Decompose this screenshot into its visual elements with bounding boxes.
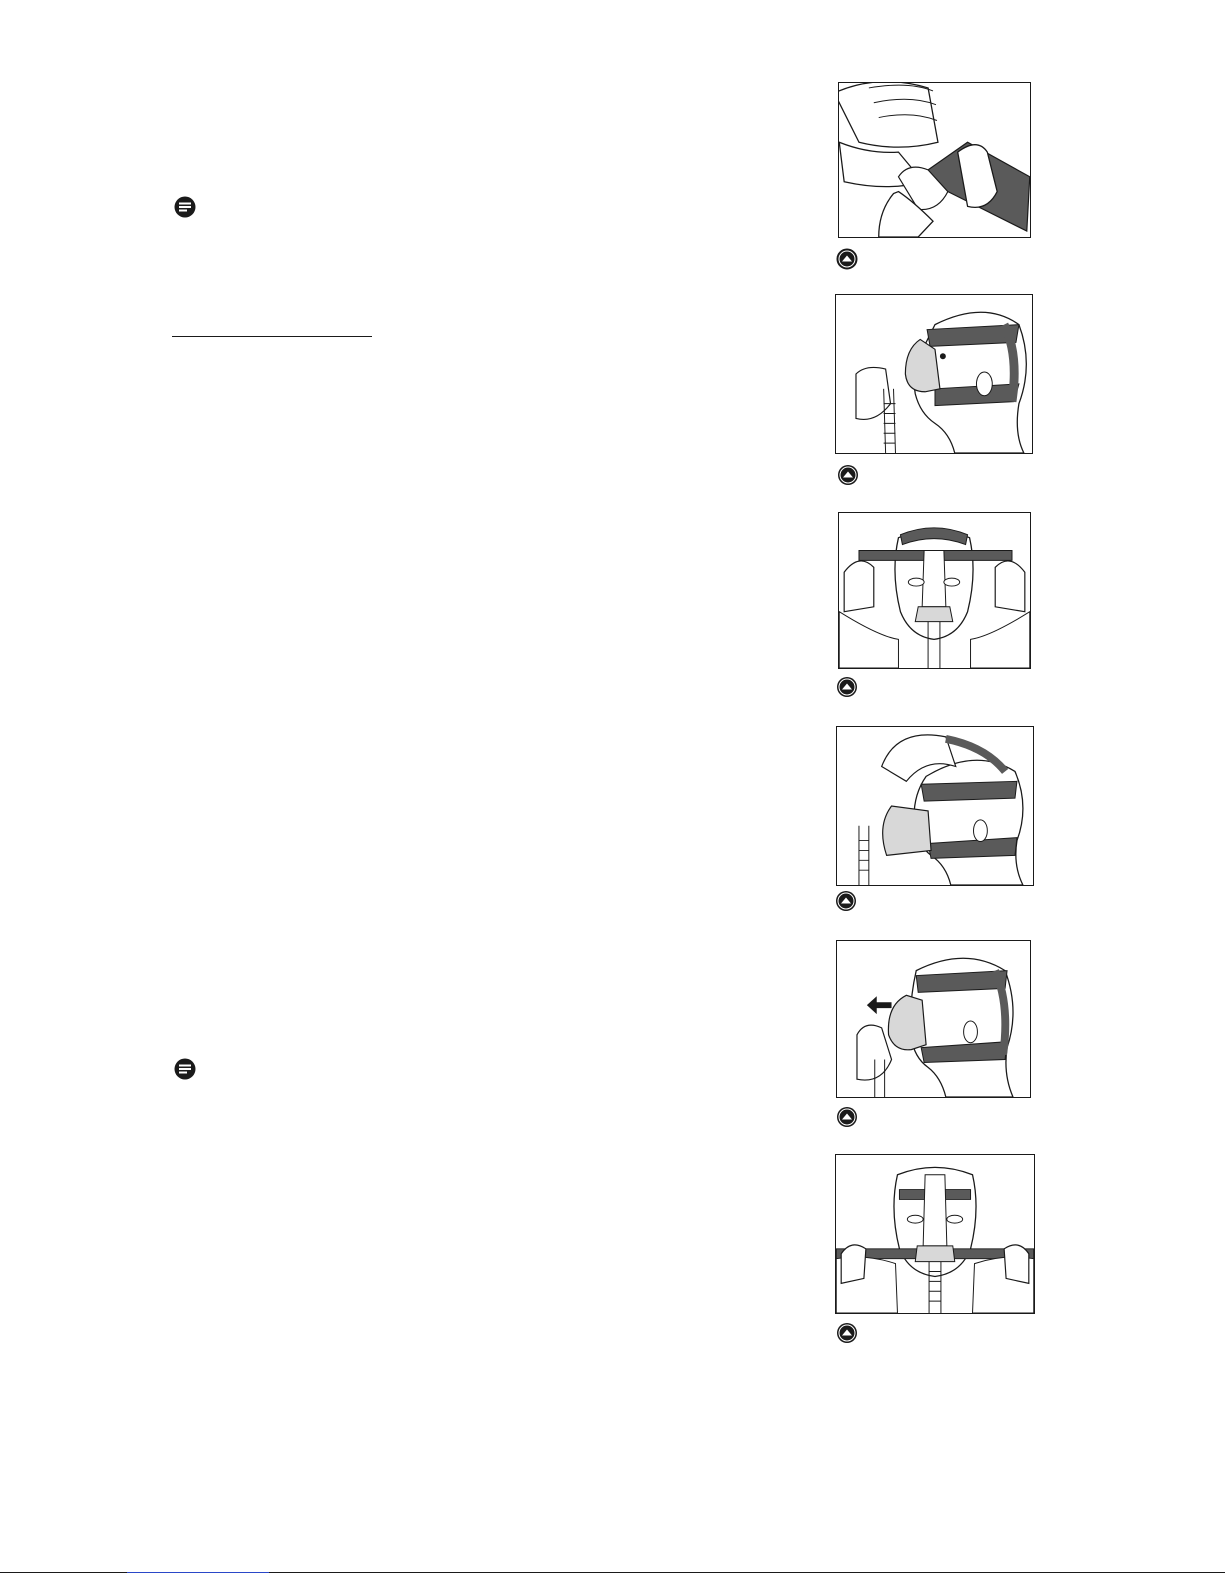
figure-strap-clip (838, 82, 1031, 238)
up-arrow-icon (836, 1322, 858, 1344)
note-icon (174, 196, 196, 218)
up-arrow-icon (836, 676, 858, 698)
figure-front-view-upper-straps (838, 512, 1031, 669)
up-arrow-icon (837, 464, 859, 486)
figure-side-view-hold-mask (835, 294, 1033, 454)
up-arrow-icon (836, 248, 858, 270)
section-divider (172, 336, 372, 337)
up-arrow-icon (835, 890, 857, 912)
figure-side-view-pull-mask (836, 940, 1031, 1098)
footer-link-underline[interactable] (127, 1572, 269, 1573)
figure-front-view-lower-straps (835, 1154, 1035, 1314)
note-icon (174, 1058, 196, 1080)
up-arrow-icon (836, 1106, 858, 1128)
figure-side-view-headgear-over (836, 726, 1034, 886)
